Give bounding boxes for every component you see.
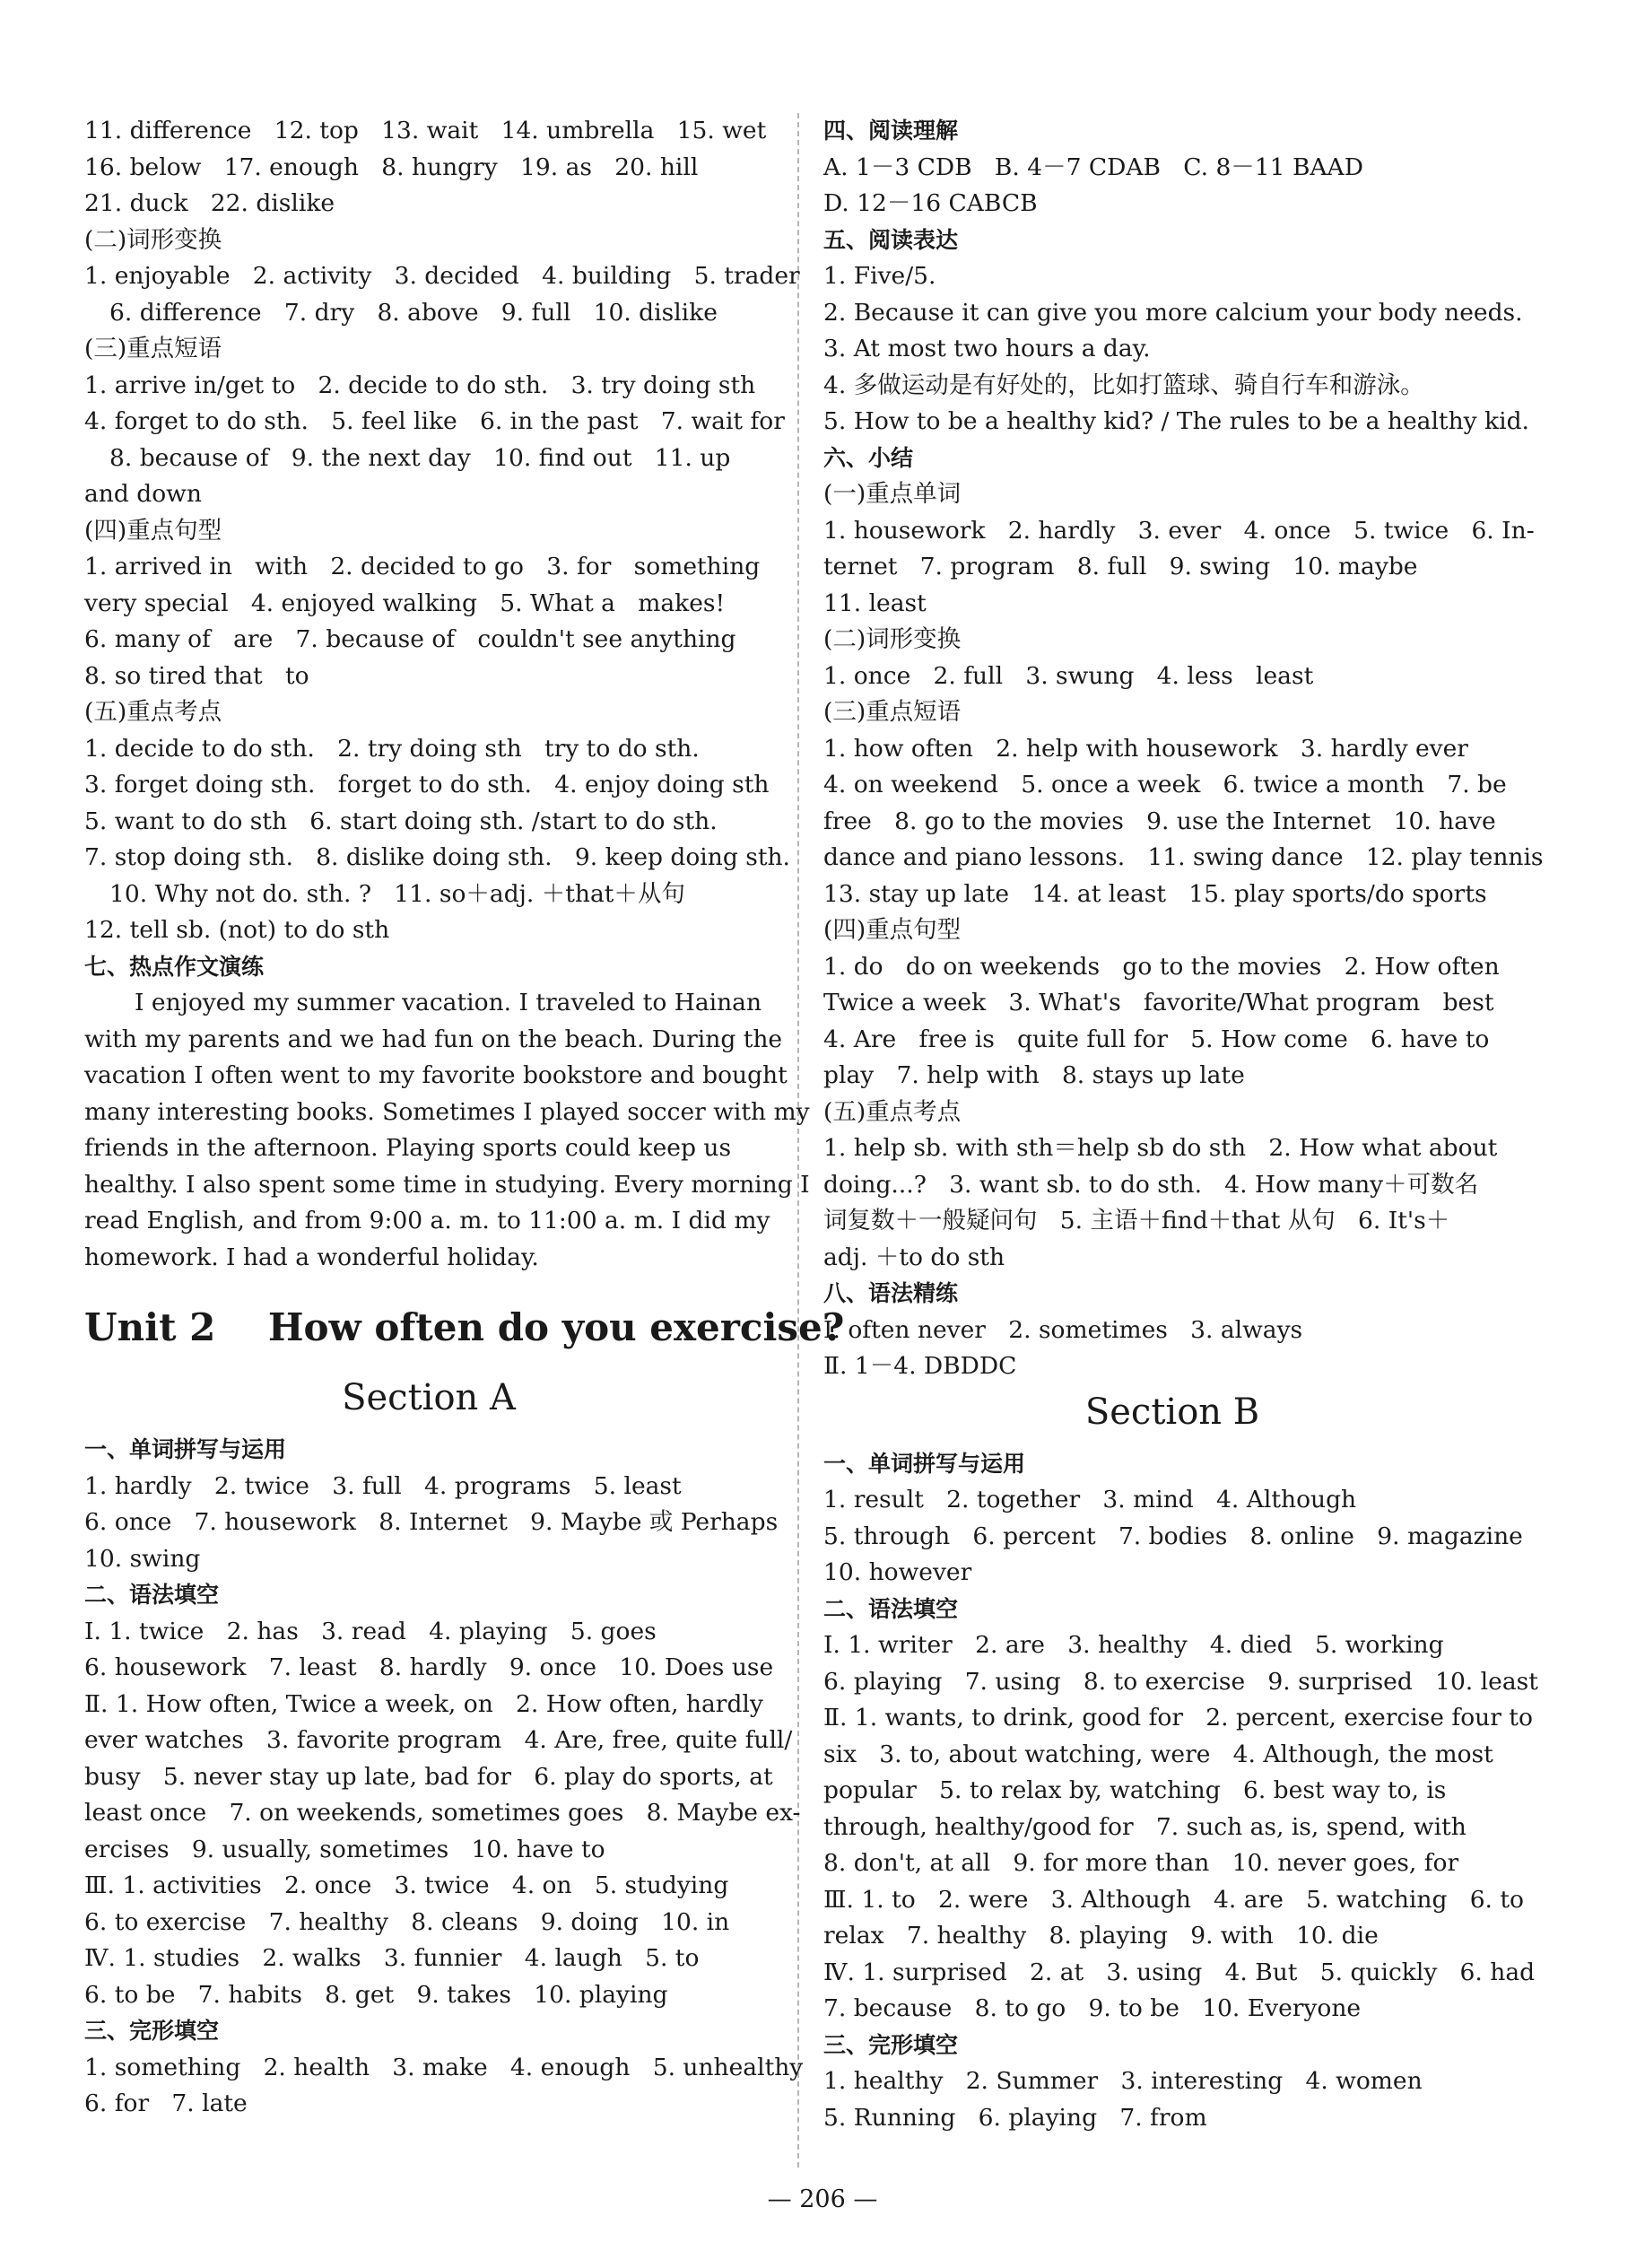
answer-line: 1. decide to do sth. 2. try doing sth try to do sth.: [84, 734, 700, 763]
answer-line: 16. below 17. enough 8. hungry 19. as 20. hill: [84, 153, 699, 181]
answer-line: 12. tell sb. (not) to do sth: [84, 916, 390, 944]
section-heading: 一、单词拼写与运用: [823, 1450, 1026, 1477]
answer-line: 5. Running 6. playing 7. from: [823, 2103, 1207, 2132]
answer-line: A. 1－3 CDB B. 4－7 CDAB C. 8－11 BAAD: [823, 153, 1363, 181]
essay-line: homework. I had a wonderful holiday.: [84, 1243, 539, 1271]
answer-line: 1. healthy 2. Summer 3. interesting 4. women: [823, 2067, 1423, 2095]
answer-line: Ⅲ. 1. to 2. were 3. Although 4. are 5. watching 6. to: [823, 1885, 1524, 1914]
answer-line: Ⅳ. 1. surprised 2. at 3. using 4. But 5. quickly 6. had: [823, 1958, 1536, 1986]
answer-line: popular 5. to relax by, watching 6. best way to, is: [823, 1776, 1447, 1804]
subheading: (三)重点短语: [823, 698, 962, 726]
answer-line: 8. so tired that to: [84, 661, 309, 690]
answer-line: 4. on weekend 5. once a week 6. twice a month 7. be: [823, 771, 1507, 798]
section-heading: 二、语法填空: [84, 1582, 220, 1608]
subheading: (二)词形变换: [84, 225, 222, 254]
answer-line: busy 5. never stay up late, bad for 6. play do sports, at: [84, 1762, 773, 1791]
answer-line: dance and piano lessons. 11. swing dance 12. play tennis: [823, 843, 1544, 871]
answer-line: D. 12－16 CABCB: [823, 189, 1038, 217]
answer-line: 1. help sb. with sth＝help sb do sth 2. How what about: [823, 1134, 1498, 1162]
subheading: (四)重点句型: [823, 916, 962, 944]
answer-line: 6. to be 7. habits 8. get 9. takes 10. playing: [84, 1980, 668, 2009]
answer-line: 3. forget doing sth. forget to do sth. 4. enjoy doing sth: [84, 771, 770, 798]
answer-line: 6. difference 7. dry 8. above 9. full 10. dislike: [109, 298, 718, 327]
answer-line: adj. ＋to do sth: [823, 1243, 1005, 1271]
answer-line: 13. stay up late 14. at least 15. play sports/do sports: [823, 879, 1487, 908]
answer-line: free 8. go to the movies 9. use the Internet 10. have: [823, 807, 1496, 835]
section-heading: 一、单词拼写与运用: [84, 1436, 287, 1462]
answer-line: Ⅲ. 1. activities 2. once 3. twice 4. on 5. studying: [84, 1871, 729, 1899]
answer-line: 10. swing: [84, 1544, 201, 1573]
answer-line: play 7. help with 8. stays up late: [823, 1061, 1245, 1089]
essay-line: I enjoyed my summer vacation. I traveled to Hainan: [135, 989, 762, 1016]
answer-line: through, healthy/good for 7. such as, is, spend, with: [823, 1812, 1467, 1841]
answer-line: relax 7. healthy 8. playing 9. with 10. die: [823, 1922, 1379, 1950]
subheading: (五)重点考点: [84, 698, 222, 726]
answer-line: very special 4. enjoyed walking 5. What a makes!: [84, 589, 726, 617]
answer-line: 10. Why not do. sth. ? 11. so＋adj. ＋that＋从句: [109, 879, 685, 908]
answer-line: 6. once 7. housework 8. Internet 9. Maybe 或 Perhaps: [84, 1508, 779, 1536]
essay-line: vacation I often went to my favorite bookstore and bought: [84, 1061, 788, 1089]
left-column: [84, 113, 845, 2123]
answer-line: 1. hardly 2. twice 3. full 4. programs 5. least: [84, 1471, 682, 1500]
answer-line: 6. many of are 7. because of couldn't see anything: [84, 625, 736, 653]
column-divider: [797, 113, 799, 2168]
answer-line: 1. arrived in with 2. decided to go 3. for something: [84, 553, 761, 580]
answer-line: 1. do do on weekends go to the movies 2. How often: [823, 952, 1500, 981]
essay-line: with my parents and we had fun on the beach. During the: [84, 1025, 783, 1053]
answer-line: Ⅱ. 1. wants, to drink, good for 2. percent, exercise four to: [823, 1704, 1533, 1732]
section-heading: 八、语法精练: [823, 1280, 959, 1306]
subheading: (三)重点短语: [84, 335, 222, 362]
answer-line: 6. playing 7. using 8. to exercise 9. surprised 10. least: [823, 1667, 1538, 1696]
answer-line: 8. because of 9. the next day 10. find out 11. up: [109, 443, 731, 472]
answer-line: Ⅱ. 1－4. DBDDC: [823, 1352, 1017, 1380]
answer-line: 6. to exercise 7. healthy 8. cleans 9. doing 10. in: [84, 1907, 730, 1936]
answer-line: Ⅰ. often never 2. sometimes 3. always: [823, 1315, 1303, 1344]
section-a-title: Section A: [342, 1377, 516, 1418]
answer-line: 1. housework 2. hardly 3. ever 4. once 5. twice 6. In-: [823, 516, 1535, 545]
answer-line: 5. through 6. percent 7. bodies 8. online 9. magazine: [823, 1522, 1523, 1550]
answer-line: Ⅱ. 1. How often, Twice a week, on 2. How often, hardly: [84, 1689, 763, 1718]
answer-line: 1. once 2. full 3. swung 4. less least: [823, 661, 1314, 690]
answer-line: Twice a week 3. What's favorite/What program best: [823, 989, 1494, 1016]
section-heading: 四、阅读理解: [823, 118, 959, 144]
section-heading: 七、热点作文演练: [84, 953, 265, 980]
subheading: (二)词形变换: [823, 625, 962, 653]
answer-line: 1. something 2. health 3. make 4. enough 5. unhealthy: [84, 2053, 804, 2081]
answer-line: Ⅳ. 1. studies 2. walks 3. funnier 4. laugh 5. to: [84, 1944, 700, 1972]
answer-line: 1. enjoyable 2. activity 3. decided 4. building 5. trader: [84, 262, 800, 290]
essay-line: friends in the afternoon. Playing sports could keep us: [84, 1134, 732, 1162]
answer-line: 11. difference 12. top 13. wait 14. umbrella 15. wet: [84, 117, 767, 144]
section-b-title: Section B: [1084, 1391, 1260, 1433]
section-heading: 六、小结: [823, 444, 914, 471]
answer-line: 5. want to do sth 6. start doing sth. /start to do sth.: [84, 807, 718, 835]
answer-line: 4. 多做运动是有好处的，比如打篮球、骑自行车和游泳。: [823, 371, 1424, 399]
answer-line: 1. how often 2. help with housework 3. hardly ever: [823, 734, 1468, 763]
unit-title: Unit 2 How often do you exercise?: [84, 1305, 845, 1349]
section-heading: 三、完形填空: [84, 2018, 220, 2044]
answer-line: 8. don't, at all 9. for more than 10. never goes, for: [823, 1849, 1459, 1877]
answer-line: doing...? 3. want sb. to do sth. 4. How many＋可数名: [823, 1170, 1479, 1199]
section-heading: 二、语法填空: [823, 1595, 959, 1622]
answer-line: Ⅰ. 1. twice 2. has 3. read 4. playing 5. goes: [84, 1617, 657, 1645]
answer-line: 4. forget to do sth. 5. feel like 6. in the past 7. wait for: [84, 407, 785, 435]
essay-line: read English, and from 9:00 a. m. to 11:00 a. m. I did my: [84, 1207, 770, 1234]
essay-line: healthy. I also spent some time in studying. Every morning I: [84, 1170, 810, 1199]
answer-line: ever watches 3. favorite program 4. Are, free, quite full/: [84, 1726, 793, 1754]
answer-line: least once 7. on weekends, sometimes goes 8. Maybe ex-: [84, 1799, 801, 1827]
answer-line: 6. for 7. late: [84, 2089, 248, 2117]
answer-line: 2. Because it can give you more calcium your body needs.: [823, 298, 1523, 327]
answer-line: and down: [84, 480, 202, 508]
answer-line: 10. however: [823, 1558, 972, 1586]
answer-line: ercises 9. usually, sometimes 10. have to: [84, 1835, 605, 1863]
section-heading: 三、完形填空: [823, 2031, 959, 2058]
answer-line: 6. housework 7. least 8. hardly 9. once 10. Does use: [84, 1653, 774, 1681]
answer-line: 4. Are free is quite full for 5. How come 6. have to: [823, 1025, 1490, 1053]
right-column: [823, 113, 1544, 2136]
answer-line: 3. At most two hours a day.: [823, 335, 1151, 362]
answer-line: 词复数＋一般疑问句 5. 主语＋find＋that 从句 6. It's＋: [823, 1207, 1450, 1234]
answer-line: 1. result 2. together 3. mind 4. Although: [823, 1486, 1357, 1513]
answer-line: 1. Five/5.: [823, 262, 936, 290]
answer-line: 7. because 8. to go 9. to be 10. Everyone: [823, 1994, 1362, 2022]
section-heading: 五、阅读表达: [823, 226, 959, 253]
subheading: (一)重点单词: [823, 480, 962, 508]
subheading: (五)重点考点: [823, 1097, 962, 1126]
essay-line: many interesting books. Sometimes I played soccer with my: [84, 1097, 810, 1126]
answer-line: Ⅰ. 1. writer 2. are 3. healthy 4. died 5. working: [823, 1631, 1444, 1659]
page-number: — 206 —: [767, 2185, 878, 2213]
answer-line: 7. stop doing sth. 8. dislike doing sth. 9. keep doing sth.: [84, 843, 790, 871]
answer-line: 1. arrive in/get to 2. decide to do sth. 3. try doing sth: [84, 371, 756, 399]
answer-line: 5. How to be a healthy kid? / The rules to be a healthy kid.: [823, 407, 1529, 435]
answer-line: ternet 7. program 8. full 9. swing 10. maybe: [823, 553, 1418, 580]
answer-line: 11. least: [823, 589, 927, 617]
answer-line: six 3. to, about watching, were 4. Although, the most: [823, 1740, 1493, 1768]
subheading: (四)重点句型: [84, 516, 222, 545]
answer-line: 21. duck 22. dislike: [84, 189, 335, 217]
